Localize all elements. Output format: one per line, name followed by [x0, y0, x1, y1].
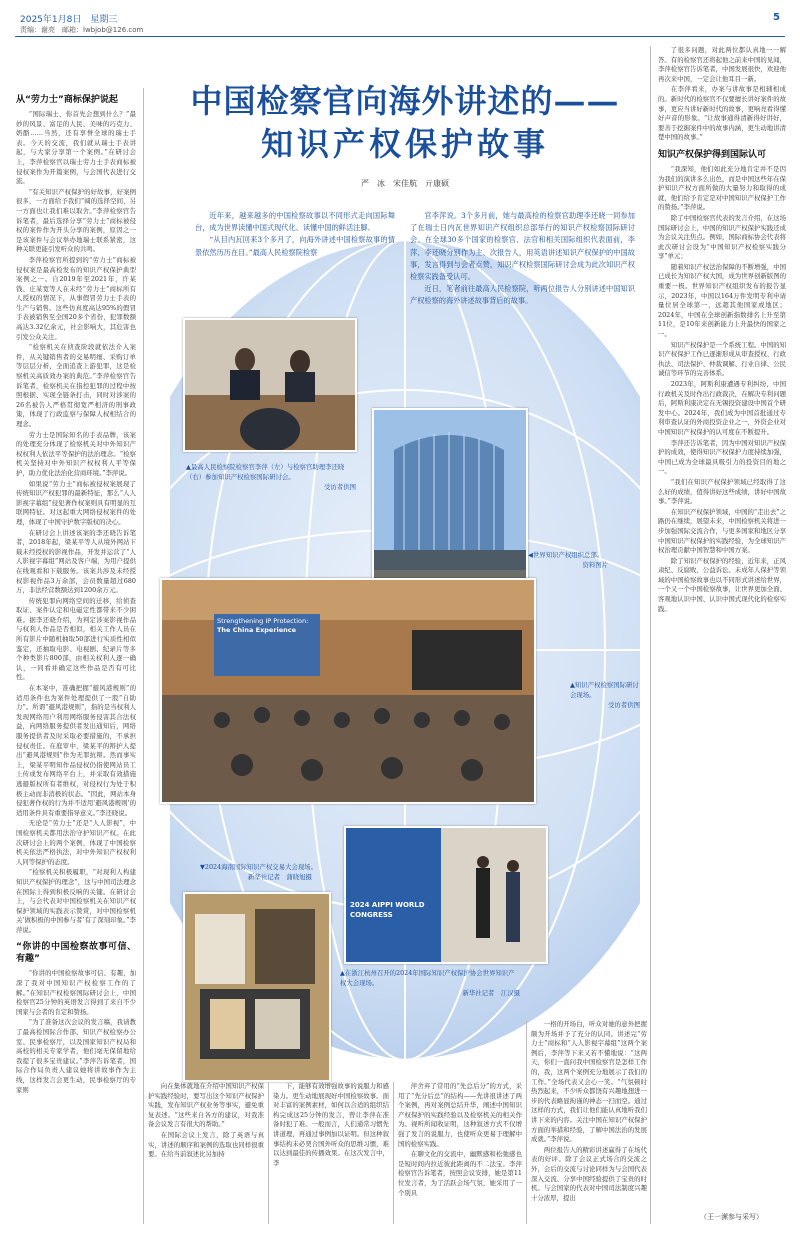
conference-banner — [214, 614, 320, 676]
photo-hainan-fair — [183, 892, 331, 1082]
photo-caption — [570, 680, 640, 710]
paragraph: 在知识产权保护领域，中国的“走出去”之路仍在继续，展望未来，中国检察机关将进一步加强国际交流合作，与更多国家和地区分享中国知识产权保护的实践经验，为全球知识产权治理贡献中国智慧和中国方案。 — [658, 507, 786, 555]
paragraph: 一格的开场白，听众对她的意外把握颇为开场并予了充分的认同。讲述完“劳力士”商标和“人人影视字幕组”这两个案例后，李萍等下来又若不懂地说：“这两天，你们一直问我中国检察官是怎样工作的，我，这两个案例充分地展示了我们的工作。”全场代表又会心一笑。“气氛顿时热烈起来，不少听众都饶有兴趣地想进一步的代表略显拘谨的神态一扫而空。通过这样的方式，我们让他们能认真地听我们讲下来的内容。关注中国在知识产权保护方面的举措和经验，了解中国法治的发展成就。”李萍说。 — [531, 1020, 647, 1144]
title-line-2: 知识产权保护故事 — [260, 125, 549, 163]
paragraph: 随着知识产权法治保障的不断增强，中国已成长为知识产权大国，成为世界创新版图的重要一极。世界知识产权组织发布的报告显示，2023年，中国以164万件发明专利申请量位居全球第一，远超其他国家或地区；2024年，中国在全球创新指数排名上升至第11位，是10年来创新能力上升最快的国家之一。 — [658, 262, 786, 339]
photo-caption — [186, 462, 356, 492]
photo-caption — [200, 862, 360, 882]
paragraph: “我们在知识产权保护领域已经取得了这么好的成绩，值得讲好这些成绩，讲好中国故事。”李萍说。 — [658, 477, 786, 506]
photo-aippi-congress — [344, 826, 548, 964]
section-heading: “你讲的中国检察故事可信、有趣” — [16, 942, 136, 965]
author-note: （王一潆参与采写） — [700, 1213, 763, 1221]
paragraph: 在本案中，准确把握“避风港规则”的适用条件也为案件处理提供了一股“自助力”。所谓“避风港规则”，指的是当权利人发现网络用户利用网络服务侵害其合法权益，向网络服务提供者发出通知后，网络服务提供者及时采取必要措施的，不承担侵权责任。在庭审中，梁某平的辩护人提出“避风港规则”作为无罪抗辩。然而事实上，梁某平明知作品侵权仍指使网站员工上传或发布网络平台上，并采取有效措施逃避版权所有者维权，对侵权行为处于积极主动而非消极的状态。“因此，网站本身侵犯著作权的行为并不适用‘避风港规则’的适用条件具有重要指导意义。”李还晓说。 — [16, 684, 136, 817]
paragraph: “检察机关在侦查阶段就依法介入案件，从关键销售者的交易明细、采购订单等层层分析，全面追查上游犯罪，这是检察机关高质效办案的典范。”李萍检察官告诉笔者，检察机关在指控犯罪的过程中按照根据、实现全链条打击，同时对涉案的26名被告人严格贯彻宽严相济的刑事政策，体现了行政监察与保障人权相结合的理念。 — [16, 343, 136, 428]
caption-credit: 资料图片 — [582, 561, 608, 569]
banner-line-2: The China Experience — [217, 626, 297, 634]
page-number: 5 — [773, 12, 780, 23]
paragraph: “国际瑞士，你首先会想到什么？”最妙的风景、富足的人民、美味的巧克力、奶酪……当然，还有享誉全球的瑞士手表。今天的交流，我们就从瑞士手表讲起，与大家分享第一个案例。”在研讨会上，李萍检察官以瑞士劳力士手表商标被侵权案作为开篇案例，与会国代表进行交流。 — [16, 110, 136, 186]
bottom-column-4 — [531, 1020, 647, 1228]
paragraph: 李萍还告诉笔者，因为中国对知识产权保护的成效，使得知识产权保护力度持续加强，中国已成为全球最具吸引力的投资目的地之一。 — [658, 438, 786, 476]
paragraph: 劳力士是国际知名的手表品牌，该案的处理充分体现了检察机关对中外知识产权权利人依法平等保护的法治理念。“检察机关坚持对中外知识产权权利人平等保护，助力优化法治化营商环境。”李萍说。 — [16, 430, 136, 477]
section-heading: 知识产权保护得到国际认可 — [658, 149, 767, 160]
paragraph: 在李萍看来，办案与讲故事是相辅相成的。新时代的检察官不仅要擅长讲好案件的故事，更应当讲好新时代的故事，更响亮看得懂好声音的形象。“让故事通得清新得好讲好，要善于挖掘案件中的故事内涵，更生动地讲清楚中国的故事。” — [658, 85, 786, 142]
photo-prosecutors — [183, 318, 357, 452]
caption-credit: 新华社记者 蒲晓旭摄 — [248, 873, 312, 881]
editor-line: 责编：谢亮 邮箱：lwbjob@126.com — [20, 26, 144, 34]
caption-text: ▲在浙江杭州召开的2024年国际知识产权保护协会世界知识产权大会现场。 — [340, 969, 515, 987]
lead-paragraphs-left — [195, 210, 395, 320]
paragraph: 无论是“劳力士”还是“人人影视”，中国检察机关都用法治守护知识产权。在此次研讨会上的两个案例，体现了中国检察机关依法严格执法，对中外知识产权权利人同等保护的态度。 — [16, 819, 136, 866]
paragraph: 传统犯罪向网络空间的迁移，给侦查取证、案件认定和电磁定性都带来不少困难。据李还晓介绍，为判定涉案影视作品与权利人作品是否相似，相关工作人员在所有影片中随机抽取50部进行实质性相似鉴定，还抽取电影、电视剧、纪录片等多个种类影片800部，由相关权利人逐一确认，一同看并确定这些作品是否有可比性。 — [16, 596, 136, 682]
aippi-banner: 2024 AIPPI WORLD CONGRESS — [350, 901, 425, 919]
paragraph: 两位报告人的精彩讲述赢得了在场代表的好评。除了会议正式场合的交流之外，会后的交流与讨论同样为与会国代表深入交流、分享中国经验提供了宝贵的时机。与会国家的代表对中国司法制度兴趣十分浓厚，提出 — [531, 1145, 647, 1202]
byline: 严 冰 宋佳航 亓康硕 — [361, 179, 449, 188]
paragraph: 2023年，阿斯利康遭遇专利纠纷，中国行政机关及时作出行政裁决，在解决专利问题后，阿斯利康决定在无锡投资建设中国首个研发中心。2024年，我们成为中国首批通过专利审查认证的外商投资企业之一，外资企业对中国知识产权保护的认可度在不断提升。 — [658, 380, 786, 436]
photo-caption — [528, 550, 608, 570]
paragraph: 李萍检察官所提到的“劳力士”商标被侵权案是最高检发布的知识产权保护典型案例之一。自2019年至2021年，许某钱、庄某宽等人在未经“劳力士”商标所有人授权的情况下，从事假冒劳力士手表的生产与销售。这些仿真度高达95%的假冒手表被销售至全国20多个省份，犯罪数额高达3.32亿余元，社会影响大，其危害也引发公众关注。 — [16, 255, 136, 341]
paragraph: 在研讨会上讲述该案的李还晓告诉笔者，2018年起，梁某平等人从境外网站下载未经授权的影视作品，开发并运营了“人人影视字幕组”网站及客户端，为用户提供在线观看和下载服务。该案共涉及未经授权影视作品3万余部，会员数量超过680万，非法经营数额达到1200余万元。 — [16, 528, 136, 595]
photo-wipo-building — [372, 408, 528, 602]
paragraph: “我深知，他们如此充分地肯定并不是因为我们的演讲多么出色，而是中国这些年在保护知识产权方面所做的大量努力和取得的成就，他们给予肯定是对中国知识产权保护工作的赞扬。”李萍说。 — [658, 164, 786, 212]
bottom-column-3 — [398, 1082, 522, 1228]
title-line-1: 中国检察官向海外讲述的—— — [190, 82, 620, 120]
paragraph: “你讲的中国检察故事可信、有趣，加深了我对中国知识产权检察工作的了解。”在知识产权检察国际研讨会上，中国检察官25分钟的英语发言得到了来自不少国家与会者的肯定和赞扬。 — [16, 969, 136, 1016]
paragraph: 在聊文化的交流中，幽默感和松弛感也是短时间内拉近彼此距离的不二法宝。李萍检察官告诉笔者，按照会议安排，她是第11位发言者，为了活跃会场气氛，她采用了一个别具 — [398, 1150, 522, 1197]
bottom-column-2 — [273, 1082, 389, 1228]
photo-caption — [340, 968, 520, 998]
article-title — [170, 80, 640, 166]
column-divider — [143, 88, 144, 1224]
column-divider — [526, 1020, 527, 1224]
paragraph: 下，能够有效增强故事的说服力和感染力。更生动地展现好中国检察故事。面对丰富的案例素材，如何以合适的组织结构完成这25分钟的发言，曾让李萍在准备时犯了难。一般而言，人们通常习惯先讲道理，再通过事例加以证明。但这种叙事结构未必契合国外听众的思维习惯，难以达到最佳的传播效果。在这次发言中，李 — [273, 1082, 389, 1167]
paragraph: “为了准备这次会议的发言稿，我请教了最高检国际合作部、知识产权检察办公室、民事检察厅，以及国家知识产权局和高校的相关专家学者，他们毫无保留地给我提了很多宝贵建议。”李萍告诉笔者，国际合作局负责人建议她将讲故事作为主线，这样发言会更生动，民事检察厅的专家则 — [16, 1018, 136, 1094]
issue-date: 2025年1月8日 星期三 — [20, 15, 118, 25]
right-column — [658, 46, 786, 1226]
column-divider — [650, 46, 651, 1224]
photo-conference — [160, 578, 536, 804]
bottom-column-1 — [148, 1082, 264, 1228]
left-column — [16, 88, 136, 1224]
paragraph: 除了中国检察官代表的发言介绍，在这场国际研讨会上，中国的知识产权保护实践还成为会议关注焦点。例如，国际商标协会代表将此次研讨会设为“中国知识产权检察实践分享”单元； — [658, 213, 786, 261]
paragraph: 除了知识产权保护的经验，近年来，正风肃纪、反腐败、公益诉讼、未成年人保护等领域的中国检察故事也以不同形式讲述给世界，一个又一个中国检察故事，让世界更加全面、客观地认识中国、认识中国式现代化的检察实践。 — [658, 556, 786, 613]
paragraph: 官李萍说。3个多月前，她与最高检的检察官助理李还晓一同参加了在瑞士日内瓦世界知识产权组织总部举行的知识产权检察国际研讨会。在全球30多个国家的检察官、法官和相关国际组织代表面前，李萍、李还晓分别作为主、次报告人，用英语讲述知识产权保护的中国故事，发言得到与会者点赞，知识产权检察国际研讨会成为此次知识产权检察实践备受认可。 — [410, 211, 635, 282]
section-heading: 从“劳力士”商标保护说起 — [16, 95, 118, 105]
paragraph: 近日，笔者前往最高人民检察院，听两位报告人分别讲述中国知识产权检察的海外讲述故事背后的故事。 — [410, 284, 635, 306]
paragraph: 知识产权保护是一个系统工程。中国的知识产权保护工作已逐渐形成从审查授权、行政执法、司法保护、仲裁调解、行业自律、公民诚信等环节的完善体系。 — [658, 340, 786, 378]
caption-credit: 新华社记者 江汉摄 — [462, 989, 520, 997]
paragraph: “从目内瓦回来3个多月了，向海外讲述中国检察故事的情景依然历历在目。”最高人民检察院检察 — [195, 235, 395, 257]
header-rule — [15, 36, 785, 37]
caption-credit: 受访者供图 — [608, 701, 640, 709]
paragraph: “检察机关积极履职，“对现利人构建知识产权保护的理念”，这与中国司法理念在国际上得到积极反响的关键。在研讨会上，与会代表对中国检察机关在知识产权保护领域的实践表示赞赏，对中国检察机关‘做积极的中国参与者’有了深刻印象。”李萍说。 — [16, 868, 136, 934]
caption-text: ▼2024海南国际知识产权交易大会现场。 — [200, 863, 318, 871]
paragraph: “有关知识产权保护的好故事，好案例很多，一方面给予我们“阔的选择空间，另一方面也让我们难以取舍。”李萍检察官告诉笔者，最后选择分享“劳力士”商标被侵权的案件作为开头分享的案例，原因之一是该案件与会议举办地瑞士联系紧密，这种关联更能引发听众的共鸣。 — [16, 187, 136, 254]
paragraph: 近年来，越来越多的中国检察故事以不同形式走向国际舞台，成为世界读懂中国式现代化、读懂中国的鲜活注脚。 — [195, 211, 395, 233]
caption-text: ▲最高人民检察院检察官李萍（左）与检察官助理李还晓（右）参加知识产权检察国际研讨会。 — [186, 463, 345, 481]
caption-text: ▲知识产权检察国际研讨会现场。 — [570, 681, 639, 699]
paragraph: 向在集体就地在介绍中国知识产权保护实践经验时，要写出这个知识产权保护实践，发布知识产权业务等事实，避免重复表述。“这些来自各方的建议，对我准备会议发言有很大的帮助。” — [148, 1082, 264, 1129]
caption-text: ◀世界知识产权组织总部。 — [528, 551, 604, 559]
column-divider — [268, 1082, 269, 1224]
paragraph: 了很多问题，对此两位都认真地一一解答。有的检察官还将起他之前来中国的见闻，李萍检察官告诉笔者，中国发展很快，欢迎他再次来中国，一定会让他耳目一新。 — [658, 46, 786, 83]
paragraph: 如果说“劳力士”商标被侵权案展现了传统知识产权犯罪的最新特征，那么“人人影视字幕组”侵犯著作权案则具有明显的互联网特征。对这起重大网络侵权案件的处理，体现了中国守护数字版权的决心。 — [16, 479, 136, 526]
paragraph: 萍舍弃了常用的“先总后分”的方式，采用了“先分后总”的结构——先讲很讲述了两个案例，再对案例总结升华，阐述中国知识产权保护的实践经验以及检察机关的相关作为。视听所闻收证明，这种叙述方式不仅增强了发言的说服力，也使听众更易于理解中国的检察实践。 — [398, 1082, 522, 1148]
banner-line-1: Strengthening IP Protection: — [217, 617, 309, 625]
column-divider — [393, 1082, 394, 1224]
caption-credit: 受访者供图 — [324, 483, 356, 491]
paragraph: 在国际会议上发言，除了英语与真实，讲述的顺序和案例的选取也同样很重要。在给当前叙述比另加持 — [148, 1130, 264, 1159]
lead-paragraphs-right — [410, 210, 635, 320]
page-header — [0, 0, 800, 36]
